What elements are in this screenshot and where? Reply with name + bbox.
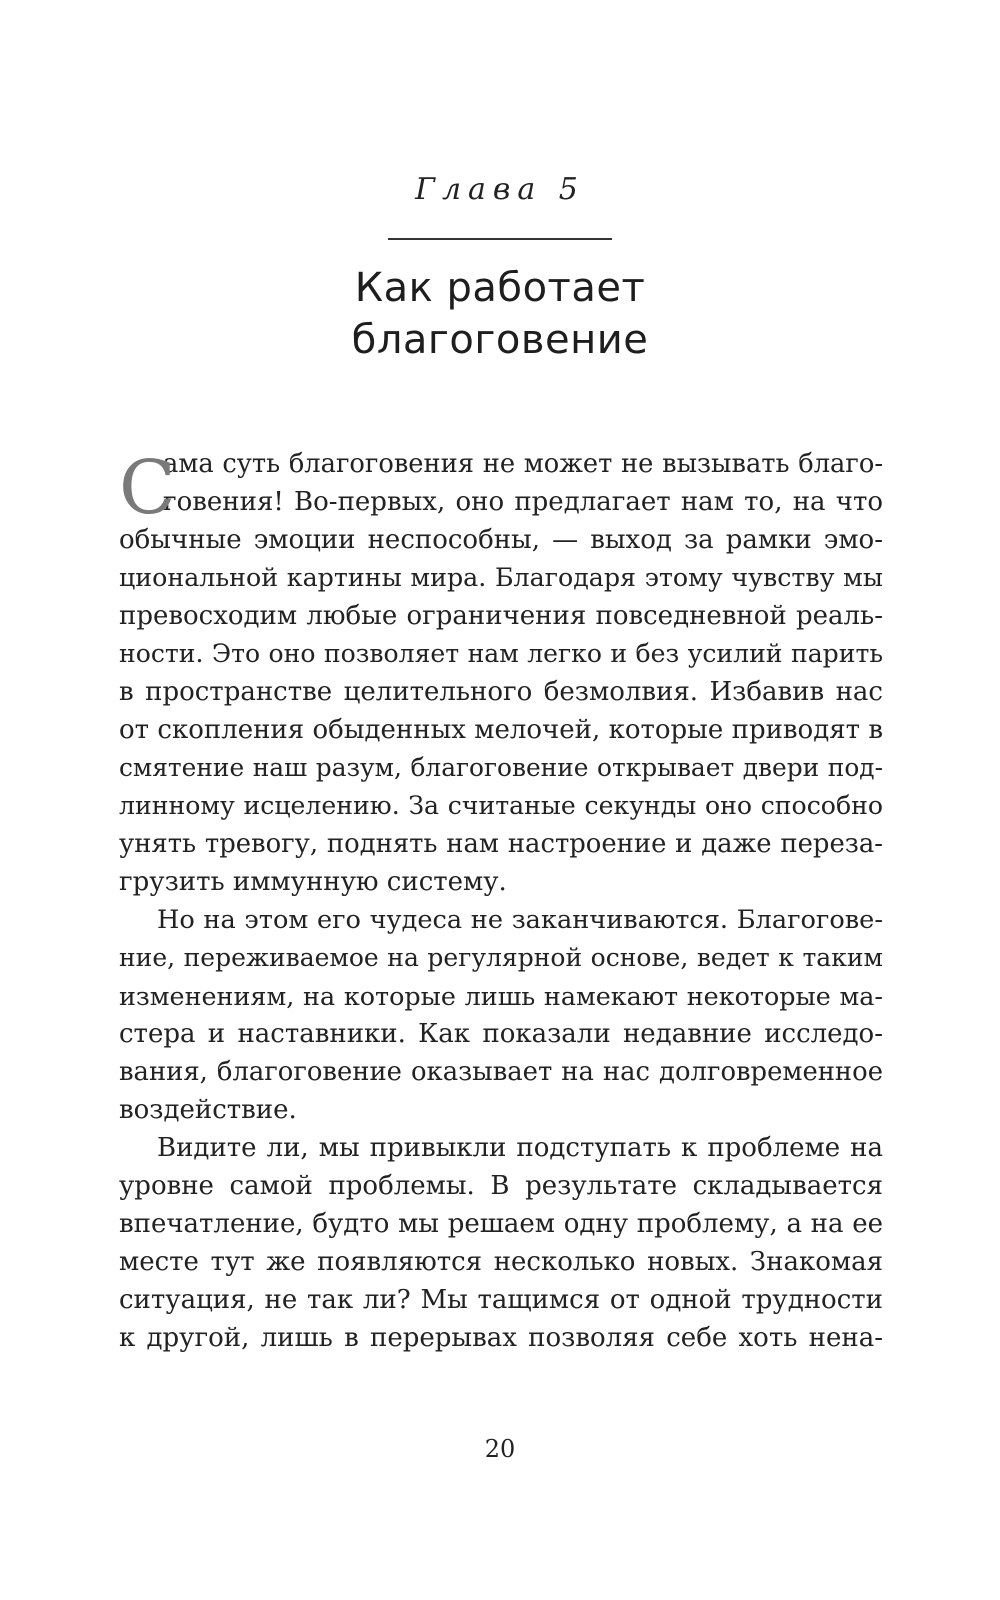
text-line: унять тревогу, поднять нам настроение и даже переза- [119,829,883,859]
text-line: стера и наставники. Как показали недавние исследо- [119,1019,883,1049]
paragraph-2 [119,901,883,1129]
text-line: циональной картины мира. Благодаря этому чувству мы [119,563,883,592]
chapter-title [0,262,1000,366]
chapter-divider [388,238,612,240]
paragraph-1 [119,445,883,901]
text-line: уровне самой проблемы. В результате складывается [119,1171,883,1201]
paragraph-3 [119,1129,883,1357]
text-line: впечатление, будто мы решаем одну проблему, а на ее [119,1209,883,1239]
text-line: месте тут же появляются несколько новых. Знакомая [119,1247,883,1277]
text-line: говения! Во-первых, оно предлагает нам то, на что [163,487,883,517]
text-line: ама суть благоговения не может не вызывать благо- [163,449,883,479]
text-line: линному исцелению. За считаные секунды оно способно [119,791,883,820]
page-number: 20 [484,1435,516,1463]
text-line: обычные эмоции неспособны, — выход за рамки эмо- [119,525,883,555]
drop-cap: С [119,445,176,531]
text-line: ние, переживаемое на регулярной основе, ведет к таким [119,943,883,972]
text-line: в пространстве целительного безмолвия. Избавив нас [119,677,883,707]
text-line: к другой, лишь в перерывах позволяя себе хоть нена- [119,1323,883,1353]
text-line: вания, благоговение оказывает на нас долговременное [119,1057,883,1087]
text-line: смятение наш разум, благоговение открывает двери под- [119,753,883,782]
text-line: изменениям, на которые лишь намекают некоторые ма- [119,981,883,1011]
text-line: Видите ли, мы привыкли подступать к проблеме на [157,1133,883,1163]
text-line: грузить иммунную систему. [119,867,507,897]
text-line: ситуация, не так ли? Мы тащимся от одной трудности [119,1285,883,1315]
chapter-title-line: благоговение [351,317,649,363]
chapter-label: Глава 5 [415,172,585,207]
body-text [119,445,883,1357]
text-line: превосходим любые ограничения повседневной реаль- [119,601,883,631]
chapter-title-line: Как работает [354,265,646,311]
text-line: от скопления обыденных мелочей, которые приводят в [119,715,883,745]
text-line: ности. Это оно позволяет нам легко и без усилий парить [119,639,883,668]
text-line: воздействие. [119,1095,297,1125]
text-line: Но на этом его чудеса не заканчиваются. Благогове- [157,905,883,935]
